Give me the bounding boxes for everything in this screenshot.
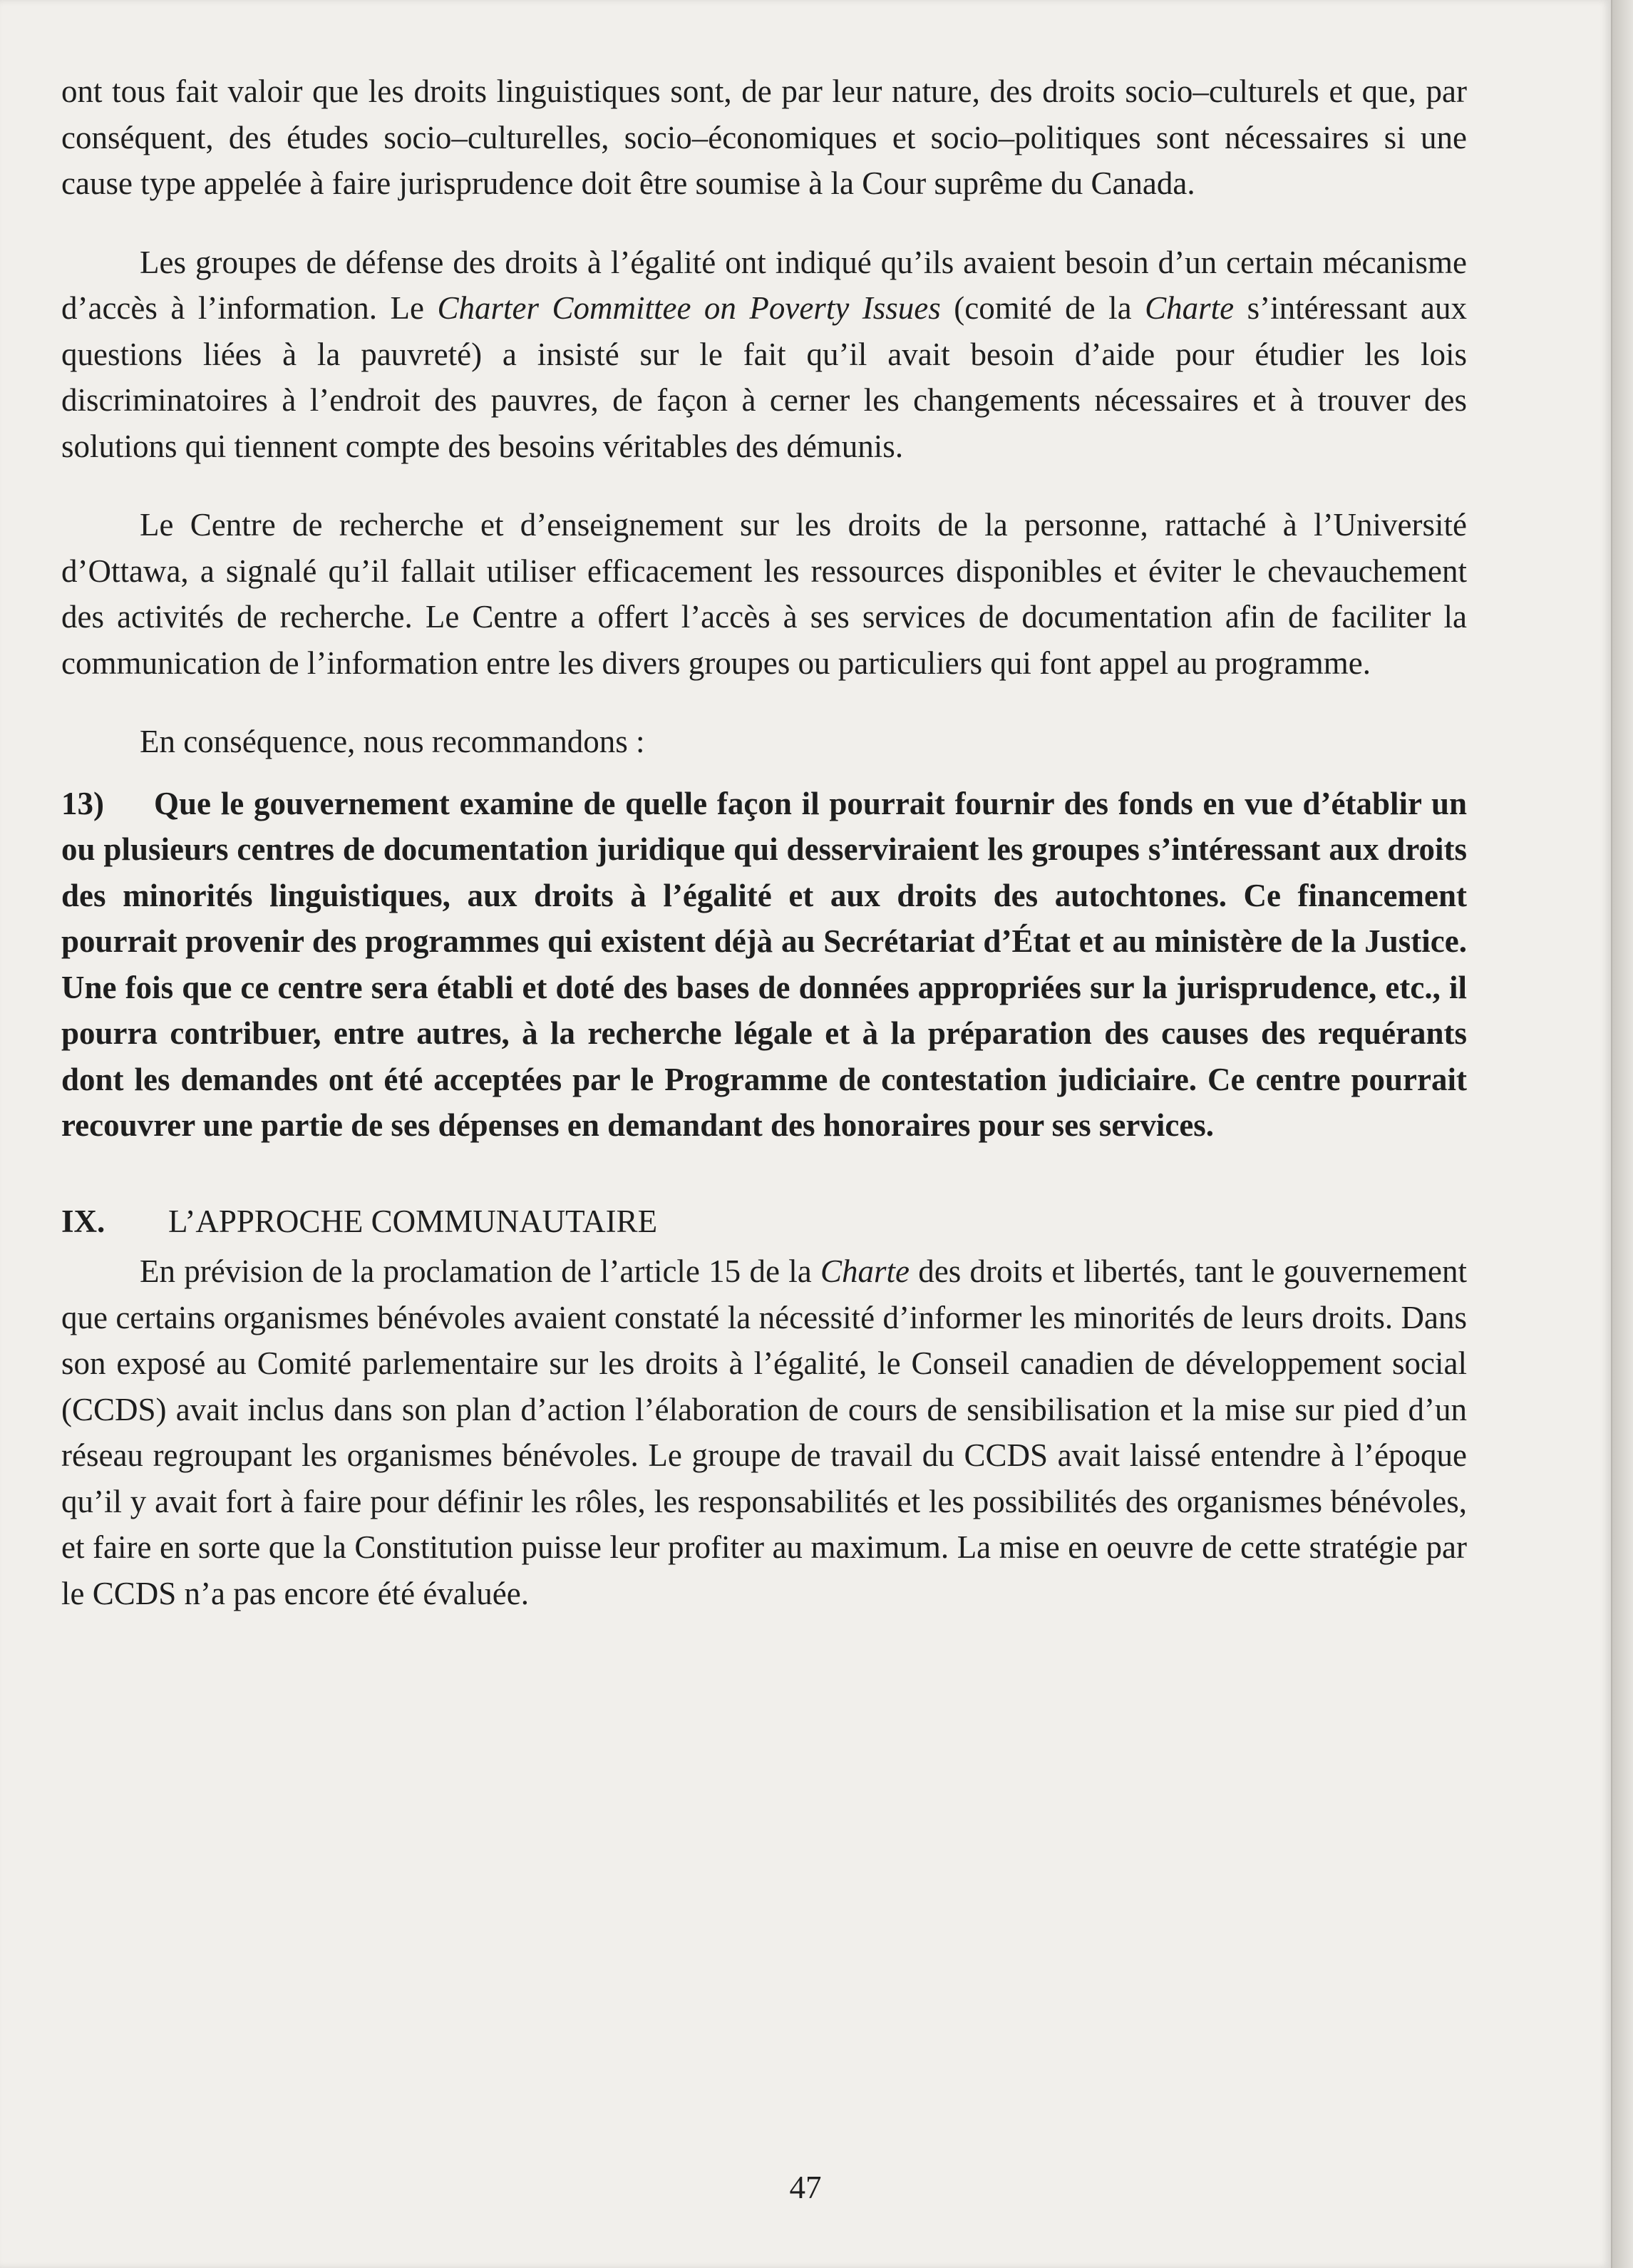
paragraph-4: En conséquence, nous recommandons : [140,724,645,759]
paragraph-1: ont tous fait valoir que les droits linguistiques sont, de par leur nature, des droits socio–culturels et que, par conséquent, des études socio–culturelles, socio–économiques et socio–politiques sont nécessaires si une cause type appelée à faire jurisprudence doit être soumise à la Cour suprême du Canada. [61,73,1467,201]
charte-italic: Charte [1145,290,1235,326]
paragraph-2-text-b: (comité de la [940,290,1145,326]
paragraph-2-text-a: Les groupes de défense des droits à l’égalité ont indiqué qu’ils avaient besoin d’un certain mécanisme d’accès à l’information. Le [61,244,1467,326]
page-edge [1612,0,1633,2268]
page-number: 47 [789,2170,822,2205]
paragraph-3: Le Centre de recherche et d’enseignement sur les droits de la personne, rattaché à l’Université d’Ottawa, a signalé qu’il fallait utiliser efficacement les ressources disponibles et éviter le chevauchement des activités de recherche. Le Centre a offert l’accès à ses services de documentation afin de faciliter la communication de l’information entre les divers groupes ou particuliers qui font appel au programme. [61,507,1467,681]
recommendation-text: Que le gouvernement examine de quelle façon il pourrait fournir des fonds en vue d’établir un ou plusieurs centres de documentation juridique qui desserviraient les groupes s’intéressant aux droits des minorités linguistiques, aux droits à l’égalité et aux droits des autochtones. Ce financement pourrait provenir des programmes qui existent déjà au Secrétariat d’État et au ministère de la Justice. Une fois que ce centre sera établi et doté des bases de données appropriées sur la jurisprudence, etc., il pourra contribuer, entre autres, à la recherche légale et à la préparation des causes des requérants dont les demandes ont été acceptées par le Programme de contestation judiciaire. Ce centre pourrait recouvrer une partie de ses dépenses en demandant des honoraires pour ses services. [61,785,1467,1143]
section-roman-numeral: IX. [61,1203,105,1239]
charte-italic-2: Charte [820,1253,910,1289]
recommendation-13 [61,781,1467,1149]
section-title: L’APPROCHE COMMUNAUTAIRE [168,1203,658,1239]
charter-committee-title: Charter Committee on Poverty Issues [437,290,941,326]
page-body [61,68,1467,1616]
section-paragraph-text-b: des droits et libertés, tant le gouvernement que certains organismes bénévoles avaient constaté la nécessité d’informer les minorités de leurs droits. Dans son exposé au Comité parlementaire sur les droits à l’égalité, le Conseil canadien de développement social (CCDS) avait inclus dans son plan d’action l’élaboration de cours de sensibilisation et la mise sur pied d’un réseau regroupant les organismes bénévoles. Le groupe de travail du CCDS avait laissé entendre à l’époque qu’il y avait fort à faire pour définir les rôles, les responsabilités et les possibilités des organismes bénévoles, et faire en sorte que la Constitution puisse leur profiter au maximum. La mise en oeuvre de cette stratégie par le CCDS n’a pas encore été évaluée. [61,1253,1468,1611]
paragraph-2-text-c: s’intéressant aux questions liées à la pauvreté) a insisté sur le fait qu’il avait besoin d’aide pour étudier les lois discriminatoires à l’endroit des pauvres, de façon à cerner les changements nécessaires et à trouver des solutions qui tiennent compte des besoins véritables des démunis. [61,290,1467,464]
paragraph-2 [61,240,1467,470]
recommendation-number: 13) [61,785,104,821]
section-paragraph [61,1248,1467,1616]
section-paragraph-text-a: En prévision de la proclamation de l’article 15 de la [140,1253,820,1289]
section-heading [61,1199,1467,1245]
